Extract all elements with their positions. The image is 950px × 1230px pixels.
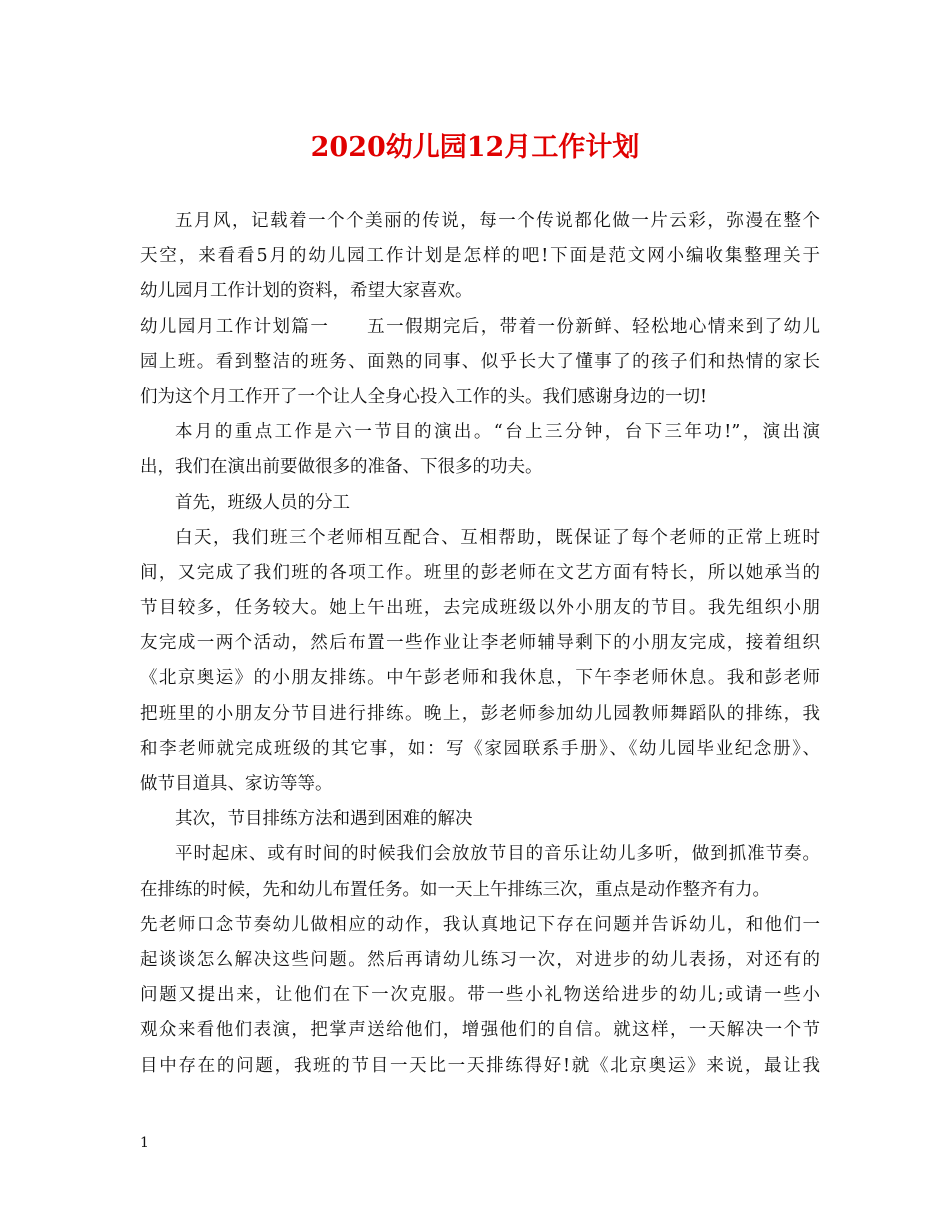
body-line: 问题又提出来，让他们在下一次克服。带一些小礼物送给进步的幼儿;或请一些小: [140, 985, 820, 1006]
body-line: 园上班。看到整洁的班务、面熟的同事、似乎长大了懂事了的孩子们和热情的家长: [140, 351, 820, 372]
body-line: 友完成一两个活动，然后布置一些作业让李老师辅导剩下的小朋友完成，接着组织: [140, 633, 820, 654]
body-line: 本月的重点工作是六一节目的演出。“台上三分钟，台下三年功!”，演出演: [175, 422, 820, 443]
body-line: 天空，来看看5月的幼儿园工作计划是怎样的吧!下面是范文网小编收集整理关于: [140, 246, 820, 267]
body-line: 目中存在的问题，我班的节目一天比一天排练得好!就《北京奥运》来说，最让我: [140, 1055, 820, 1076]
body-line: 们为这个月工作开了一个让人全身心投入工作的头。我们感谢身边的一切!: [140, 386, 708, 407]
body-line: 《北京奥运》的小朋友排练。中午彭老师和我休息，下午李老师休息。我和彭老师: [140, 668, 820, 689]
body-line: 幼儿园月工作计划的资料，希望大家喜欢。: [140, 281, 473, 302]
document-body: [140, 204, 820, 1084]
body-line: 观众来看他们表演，把掌声送给他们，增强他们的自信。就这样，一天解决一个节: [140, 1020, 820, 1041]
body-line: 其次，节目排练方法和遇到困难的解决: [175, 809, 473, 830]
body-line: 幼儿园月工作计划篇一 五一假期完后，带着一份新鲜、轻松地心情来到了幼儿: [140, 316, 820, 337]
body-line: 间，又完成了我们班的各项工作。班里的彭老师在文艺方面有特长，所以她承当的: [140, 562, 820, 583]
body-line: 把班里的小朋友分节目进行排练。晚上，彭老师参加幼儿园教师舞蹈队的排练，我: [140, 703, 820, 724]
body-line: 五月风，记载着一个个美丽的传说，每一个传说都化做一片云彩，弥漫在整个: [175, 211, 820, 231]
body-line: 先老师口念节奏幼儿做相应的动作，我认真地记下存在问题并告诉幼儿，和他们一: [140, 914, 820, 935]
body-line: 白天，我们班三个老师相互配合、互相帮助，既保证了每个老师的正常上班时: [175, 527, 820, 548]
body-line: 和李老师就完成班级的其它事，如：写《家园联系手册》、《幼儿园毕业纪念册》、: [140, 738, 820, 759]
body-line: 出，我们在演出前要做很多的准备、下很多的功夫。: [140, 457, 543, 478]
page-number: 1: [140, 1135, 149, 1151]
document-title: 2020幼儿园12月工作计划: [310, 132, 640, 163]
body-line: 做节目道具、家访等等。: [140, 774, 333, 794]
body-line: 起谈谈怎么解决这些问题。然后再请幼儿练习一次，对进步的幼儿表扬，对还有的: [140, 949, 820, 970]
body-line: 平时起床、或有时间的时候我们会放放节目的音乐让幼儿多听，做到抓准节奏。: [175, 844, 820, 865]
body-line: 首先，班级人员的分工: [175, 492, 350, 513]
body-line: 在排练的时候，先和幼儿布置任务。如一天上午排练三次，重点是动作整齐有力。: [140, 879, 770, 900]
body-line: 节目较多，任务较大。她上午出班，去完成班级以外小朋友的节目。我先组织小朋: [140, 598, 820, 619]
